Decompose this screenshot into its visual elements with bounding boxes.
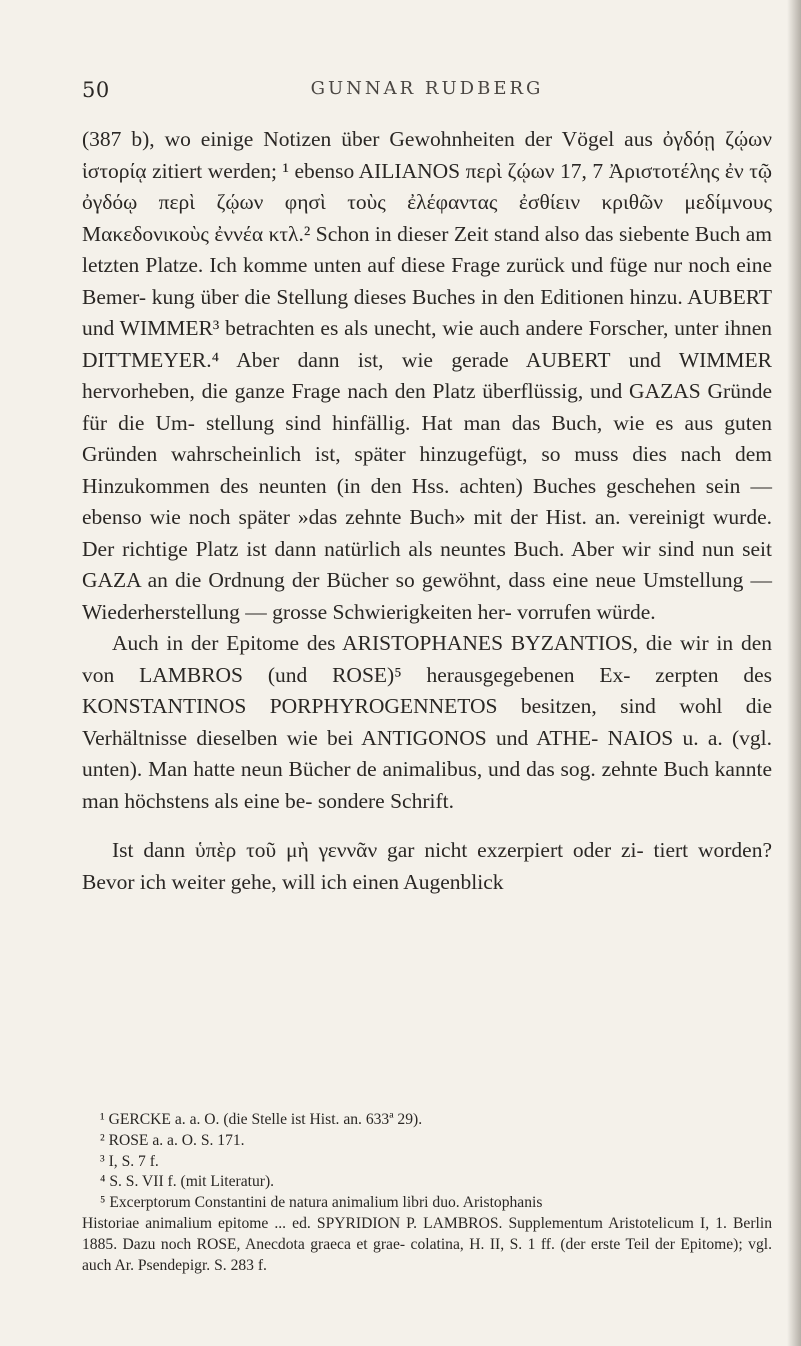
footnotes (82, 1110, 772, 1276)
paragraph: Ist dann ὑπὲρ τοῦ μὴ γεννᾶν gar nicht exzerpiert oder zi- tiert worden? Bevor ich weiter gehe, will ich einen Augenblick (82, 838, 772, 894)
main-text (82, 124, 772, 898)
footnote-continuation: Historiae animalium epitome ... ed. SPYRIDION P. LAMBROS. Supplementum Aristotelicum I, 1. Berlin 1885. Dazu noch ROSE, Anecdota graeca et grae- colatina, H. II, S. 1 ff. (der erste Teil der Epitome); vgl. auch Ar. Psendepigr. S. 283 f. (82, 1214, 772, 1274)
footnote: ⁵ Excerptorum Constantini de natura animalium libri duo. Aristophanis (100, 1194, 543, 1212)
footnote: ⁴ S. S. VII f. (mit Literatur). (100, 1173, 275, 1191)
page-header (82, 78, 772, 108)
paragraph: Auch in der Epitome des ARISTOPHANES BYZANTIOS, die wir in den von LAMBROS (und ROSE)⁵ herausgegebenen Ex- zerpten des KONSTANTINOS PORPHYROGENNETOS besitzen, sind wohl die Verhältnisse dieselben wie bei ANTIGONOS und ATHE- NAIOS u. a. (vgl. unten). Man hatte neun Bücher de animalibus, und das sog. zehnte Buch kannte man höchstens als eine be- sondere Schrift. (82, 631, 772, 813)
paragraph: (387 b), wo einige Notizen über Gewohnheiten der Vögel aus ὀγδόῃ ζῴων ἱστορίᾳ zitiert werden; ¹ ebenso AILIANOS περὶ ζῴων 17, 7 Ἀριστοτέλης ἐν τῷ ὀγδόῳ περὶ ζῴων φησὶ τοὺς ἐλέφαντας ἐσθίειν κριθῶν μεδίμνους Μακεδονικοὺς ἐννέα κτλ.² Schon in dieser Zeit stand also das siebente Buch am letzten Platze. Ich komme unten auf diese Frage zurück und füge nur noch eine Bemer- kung über die Stellung dieses Buches in den Editionen hinzu. AUBERT und WIMMER³ betrachten es als unecht, wie auch andere Forscher, unter ihnen DITTMEYER.⁴ Aber dann ist, wie gerade AUBERT und WIMMER hervorheben, die ganze Frage nach den Platz überflüssig, und GAZAS Gründe für die Um- stellung sind hinfällig. Hat man das Buch, wie es aus guten Gründen wahrscheinlich ist, später hinzugefügt, so muss dies nach dem Hinzukommen des neunten (in den Hss. achten) Buches geschehen sein — ebenso wie noch später »das zehnte Buch» mit der Hist. an. vereinigt wurde. Der richtige Platz ist dann natürlich als neuntes Buch. Aber wir sind nun seit GAZA an die Ordnung der Bücher so gewöhnt, dass eine neue Umstellung — Wiederherstellung — grosse Schwierigkeiten her- vorrufen würde. (82, 127, 772, 624)
footnote: ¹ GERCKE a. a. O. (die Stelle ist Hist. an. 633ª 29). (100, 1111, 423, 1128)
paragraph-gap (82, 817, 772, 835)
page-edge-shadow (787, 0, 801, 1346)
page-number: 50 (82, 78, 110, 102)
running-head: GUNNAR RUDBERG (310, 78, 544, 99)
footnote: ² ROSE a. a. O. S. 171. (100, 1131, 245, 1149)
footnote: ³ I, S. 7 f. (100, 1152, 159, 1170)
